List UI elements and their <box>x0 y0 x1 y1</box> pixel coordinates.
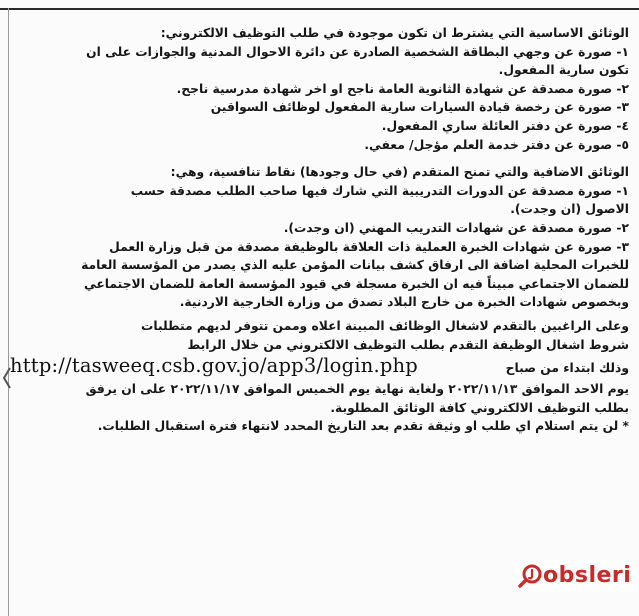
watermark-logo <box>515 560 637 592</box>
top-border-line <box>0 8 639 10</box>
application-instructions <box>10 317 629 436</box>
required-documents-line: بطلب التوظيف الالكتروني كافة الوثائق المطلوبة. <box>330 400 629 415</box>
basic-item-line: ٢- صورة مصدقة عن شهادة الثانوية العامة ناجح او اخر شهادة مدرسية ناجح. <box>176 81 629 96</box>
deadline-note: * لن يتم استلام اي طلب او وثيقة تقدم بعد التاريخ المحدد لانتهاء فترة استقبال الطلبات. <box>97 419 629 434</box>
left-border-line <box>8 8 9 616</box>
basic-item-line: ١- صورة عن وجهي البطاقة الشخصية الصادرة عن دائرة الاحوال المدنية والجوازات على ان <box>86 44 629 59</box>
additional-item-line: الاصول (ان وجدت). <box>510 202 629 217</box>
additional-item-line: ١- صورة مصدقة عن الدورات التدريبية التي شارك فيها صاحب الطلب مصدقة حسب <box>130 183 629 198</box>
section-gap <box>10 154 629 163</box>
instruction-line: وعلى الراغبين بالتقدم لاشغال الوظائف المبينة اعلاه وممن تتوفر لديهم متطلبات <box>141 318 629 333</box>
magnifier-j-logo-icon <box>517 563 543 589</box>
chevron-left-icon <box>2 366 12 390</box>
application-link[interactable]: http://tasweeq.csb.gov.jo/app3/login.php <box>10 354 418 378</box>
application-link-row <box>10 354 629 380</box>
basic-item-line: ٥- صورة عن دفتر خدمة العلم مؤجل/ معفي. <box>364 137 629 152</box>
basic-item-line: ٤- صورة عن دفتر العائلة ساري المفعول. <box>381 118 629 133</box>
additional-item-line: وبخصوص شهادات الخبرة من خارج البلاد تصدق من وزارة الخارجية الاردنية. <box>179 295 629 310</box>
additional-item-line: للخبرات المحلية اضافة الى ارفاق كشف بيانات المؤمن عليه الذي يصدر من المؤسسة العامة <box>81 258 629 273</box>
instruction-line: شروط اشغال الوظيفة التقدم بطلب التوظيف الالكتروني من خلال الرابط <box>187 337 629 352</box>
basic-documents-section <box>10 24 629 154</box>
start-date-prefix: وذلك ابتداء من صباح <box>505 361 629 376</box>
basic-item-line: ٣- صورة عن رخصة قيادة السيارات سارية المفعول لوظائف السواقين <box>210 100 629 115</box>
additional-item-line: ٢- صورة مصدقة عن شهادات التدريب المهني (ان وجدت). <box>283 220 629 235</box>
additional-documents-section <box>10 163 629 312</box>
basic-item-line: تكون سارية المفعول. <box>498 63 629 78</box>
basic-documents-heading: الوثائق الاساسية التي يشترط ان تكون موجودة في طلب التوظيف الالكتروني: <box>160 26 629 40</box>
additional-item-line: ٣- صورة عن شهادات الخبرة العملية ذات العلاقة بالوظيفة مصدقة من قبل وزارة العمل <box>109 239 629 254</box>
additional-documents-heading: الوثائق الاضافية والتي تمنح المتقدم (في حال وجودها) نقاط تنافسية، وهي: <box>170 165 629 180</box>
previous-page-button[interactable] <box>0 360 14 396</box>
date-range-line: يوم الاحد الموافق ٢٠٢٢/١١/١٣ ولغاية نهاية يوم الخميس الموافق ٢٠٢٢/١١/١٧ على ان يرفق <box>85 382 629 397</box>
additional-item-line: للضمان الاجتماعي مبيناً فيه ان الخبرة مسجلة في قيود المؤسسة العامة للضمان الاجتماعي <box>83 276 629 291</box>
watermark-text: obsleri <box>543 563 632 588</box>
